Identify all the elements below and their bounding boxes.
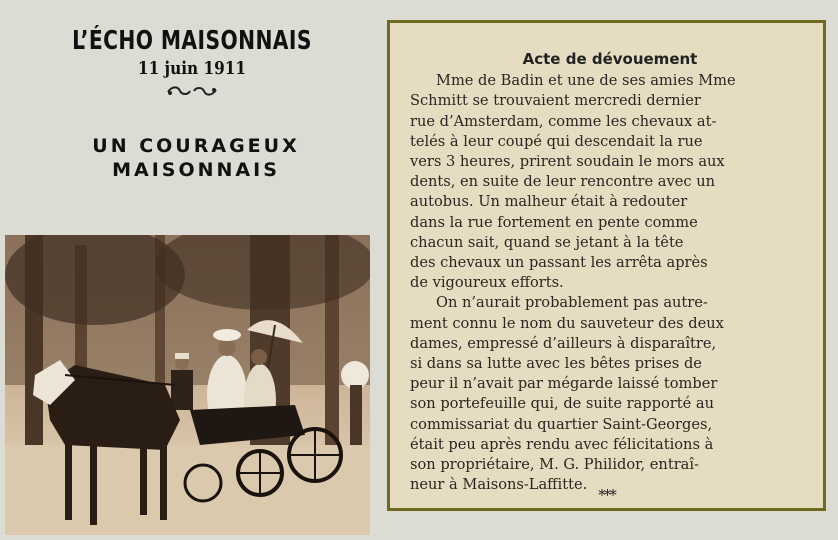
article-line: autobus. Un malheur était à redouter	[410, 193, 688, 211]
article-line: peur il n’avait par mégarde laissé tomber	[410, 375, 718, 393]
headline	[0, 134, 392, 182]
end-mark: ***	[598, 486, 615, 504]
masthead	[0, 26, 384, 103]
article-line: neur à Maisons-Laffitte.	[410, 476, 588, 494]
article-title: Acte de dévouement	[522, 50, 698, 68]
left-panel	[0, 0, 380, 540]
article-line: dames, empressé d’ailleurs à disparaître,	[410, 334, 717, 352]
article-line: Schmitt se trouvaient mercredi dernier	[410, 92, 701, 110]
article-line: dans la rue fortement en pente comme	[410, 213, 698, 231]
article-line: chacun sait, quand se jetant à la tête	[410, 233, 684, 251]
article-line: Mme de Badin et une de ses amies Mme	[436, 72, 736, 90]
article-line: des chevaux un passant les arrêta après	[410, 254, 708, 272]
article-line: était peu après rendu avec félicitations à	[410, 435, 714, 453]
carriage-photo-icon	[5, 235, 370, 535]
article-line: On n’aurait probablement pas autre-	[436, 294, 708, 312]
article-paragraph-2	[410, 293, 810, 495]
ornament-icon	[162, 83, 222, 99]
article-line: son propriétaire, M. G. Philidor, entraî-	[410, 456, 699, 474]
article-line: telés à leur coupé qui descendait la rue	[410, 132, 703, 150]
newspaper-name: L’ÉCHO MAISONNAIS	[72, 26, 312, 56]
article-line: commissariat du quartier Saint-Georges,	[410, 415, 713, 433]
headline-line-2: MAISONNAIS	[112, 159, 280, 181]
article-line: si dans sa lutte avec les bêtes prises de	[410, 355, 702, 373]
article-line: rue d’Amsterdam, comme les chevaux at-	[410, 112, 717, 130]
article-paragraph-1	[410, 71, 810, 293]
article-line: vers 3 heures, prirent soudain le mors aux	[410, 153, 725, 171]
article-line: de vigoureux efforts.	[410, 274, 564, 292]
headline-line-1: UN COURAGEUX	[92, 135, 300, 157]
carriage-photo	[5, 235, 370, 535]
clipping-frame	[387, 20, 826, 511]
publication-date: 11 juin 1911	[137, 58, 247, 79]
article-line: son portefeuille qui, de suite rapporté au	[410, 395, 714, 413]
newspaper-clipping	[410, 49, 810, 495]
article-line: ment connu le nom du sauveteur des deux	[410, 314, 724, 332]
article-line: dents, en suite de leur rencontre avec un	[410, 173, 715, 191]
